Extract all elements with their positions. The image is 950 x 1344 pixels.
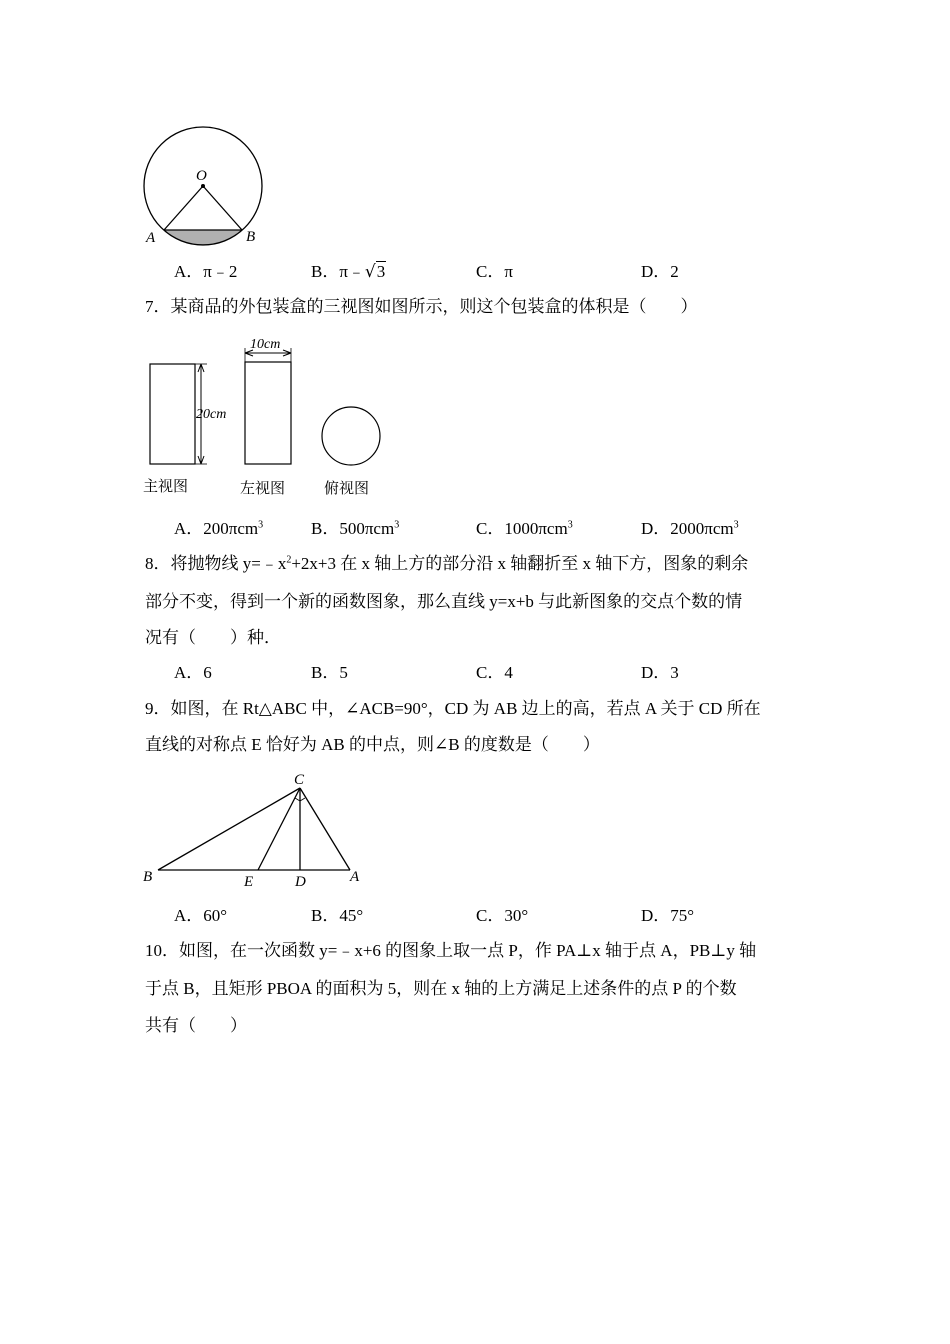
q7-option-a[interactable] <box>174 519 263 539</box>
q7-option-d-exp: 3 <box>733 519 739 531</box>
q7-option-c-text: C．1000πcm <box>476 519 568 538</box>
q8-option-b[interactable]: B．5 <box>311 663 348 682</box>
q8-line-1-b: +2x+3 在 x 轴上方的部分沿 x 轴翻折至 x 轴下方，图象的剩余 <box>291 554 749 573</box>
q9-option-d[interactable]: D．75° <box>641 906 695 925</box>
q7-option-b-exp: 3 <box>394 519 400 531</box>
label-a: A <box>350 869 360 885</box>
q9-option-b[interactable]: B．45° <box>311 906 364 925</box>
q8-option-a[interactable]: A．6 <box>174 663 212 682</box>
label-c: C <box>294 772 305 788</box>
q7-option-b[interactable] <box>311 519 399 539</box>
q6-circle-figure <box>138 122 273 250</box>
top-view-circle <box>322 407 380 465</box>
label-b: B <box>246 229 256 245</box>
q9-option-c[interactable]: C．30° <box>476 906 529 925</box>
q6-option-b-prefix: B．π﹣ <box>311 262 365 281</box>
q7-option-a-text: A．200πcm <box>174 519 259 538</box>
radius-ob <box>203 186 242 230</box>
label-e: E <box>244 874 254 890</box>
q7-option-a-exp: 3 <box>258 519 264 531</box>
q8-line-1 <box>145 554 748 574</box>
q7-stem: 7．某商品的外包装盒的三视图如图所示，则这个包装盒的体积是（ ） <box>145 297 698 316</box>
label-o: O <box>196 168 207 184</box>
q9-triangle-figure <box>138 768 370 892</box>
q10-line-2: 于点 B，且矩形 PBOA 的面积为 5，则在 x 轴的上方满足上述条件的点 P 的个数 <box>145 979 737 998</box>
sqrt-sign: √ <box>364 262 376 282</box>
q9-option-a[interactable]: A．60° <box>174 906 228 925</box>
q9-line-2: 直线的对称点 E 恰好为 AB 的中点，则∠B 的度数是（ ） <box>145 735 600 754</box>
q8-line-1-sup: 2 <box>286 554 292 566</box>
label-b: B <box>143 869 153 885</box>
q7-option-b-text: B．500πcm <box>311 519 395 538</box>
front-view-rect <box>150 364 195 464</box>
q6-option-a[interactable]: A．π﹣2 <box>174 262 238 281</box>
q8-line-3: 况有（ ）种． <box>145 628 281 647</box>
side-ca <box>300 788 350 870</box>
q8-option-d[interactable]: D．3 <box>641 663 679 682</box>
segment-arc <box>164 230 242 245</box>
left-view-label: 左视图 <box>240 479 286 497</box>
q8-option-c[interactable]: C．4 <box>476 663 513 682</box>
label-d: D <box>295 874 306 890</box>
q7-option-c[interactable] <box>476 519 573 539</box>
q10-line-1: 10．如图，在一次函数 y=﹣x+6 的图象上取一点 P，作 PA⊥x 轴于点 A，PB⊥y 轴 <box>145 941 757 960</box>
q10-line-3: 共有（ ） <box>145 1016 247 1035</box>
q7-option-d-text: D．2000πcm <box>641 519 734 538</box>
left-view-rect <box>245 362 291 464</box>
width-label: 10cm <box>250 337 281 352</box>
q6-option-b-radicand: 3 <box>376 262 386 281</box>
q8-line-1-a: 8．将抛物线 y=﹣x <box>145 554 287 573</box>
q7-option-c-exp: 3 <box>567 519 573 531</box>
q8-line-2: 部分不变，得到一个新的函数图象，那么直线 y=x+b 与此新图象的交点个数的情 <box>145 592 743 611</box>
q7-three-view-figure <box>138 336 388 506</box>
radius-oa <box>164 186 203 230</box>
label-a: A <box>146 230 156 246</box>
height-label: 20cm <box>196 407 227 422</box>
q7-option-d[interactable] <box>641 519 739 539</box>
q6-option-b[interactable] <box>311 262 386 282</box>
front-view-label: 主视图 <box>143 477 189 495</box>
q9-line-1: 9．如图，在 Rt△ABC 中，∠ACB=90°，CD 为 AB 边上的高，若点 A 关于 CD 所在 <box>145 699 761 718</box>
q6-option-d[interactable]: D．2 <box>641 262 679 281</box>
center-point <box>201 184 205 188</box>
top-view-label: 俯视图 <box>324 479 370 497</box>
q6-option-c[interactable]: C．π <box>476 262 513 281</box>
